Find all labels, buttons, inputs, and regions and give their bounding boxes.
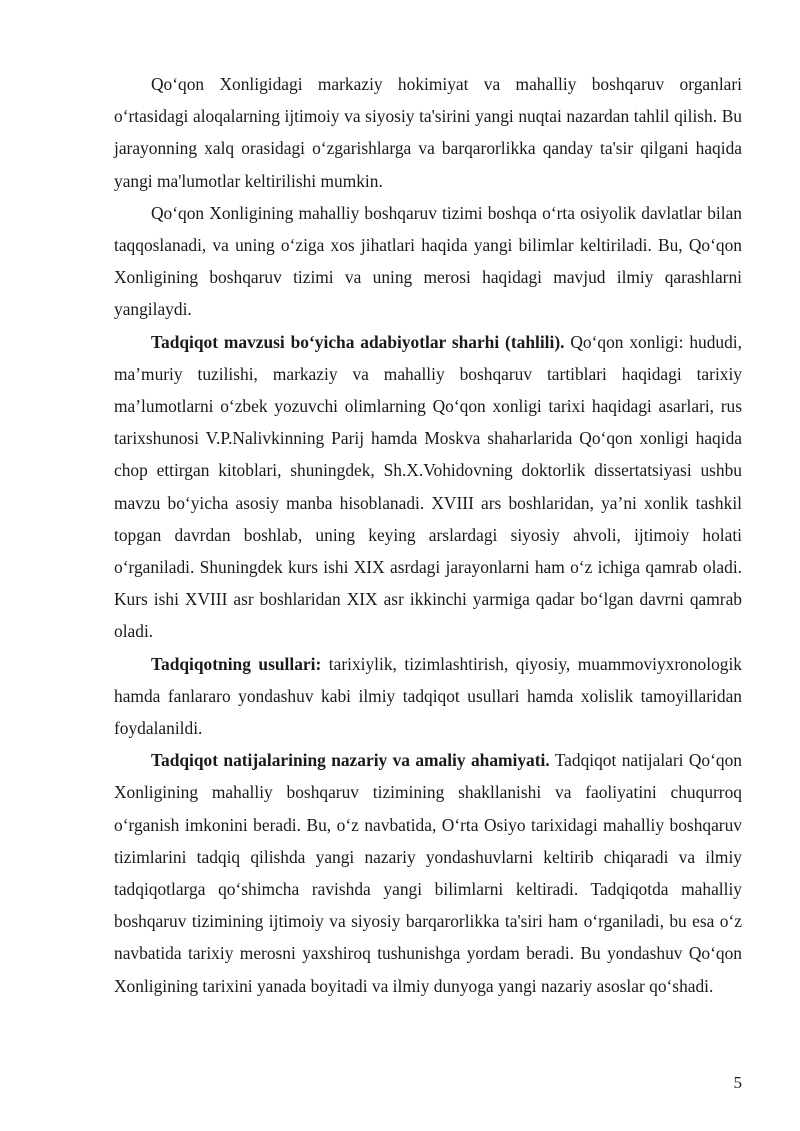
paragraph-2: [114, 197, 742, 326]
methods-text: tarixiylik, tizimlashtirish, qiyosiy, muammoviyxronologik hamda fanlararo yondashuv kabi ilmiy tadqiqot usullari hamda xolislik tamoyillaridan foydalanildi.: [114, 653, 742, 739]
paragraph-literature-review: [114, 326, 742, 648]
paragraph-1: [114, 68, 742, 197]
paragraph-2-text: Qo‘qon Xonligining mahalliy boshqaruv tizimi boshqa o‘rta osiyolik davlatlar bilan taqqoslanadi, va uning o‘ziga xos jihatlari haqida yangi bilimlar keltiriladi. Bu, Qo‘qon Xonligining boshqaruv tizimi va uning merosi haqidagi mavjud ilmiy qarashlarni yangilaydi.: [114, 202, 742, 320]
page-number: 5: [733, 1073, 742, 1092]
significance-text: Tadqiqot natijalari Qo‘qon Xonligining mahalliy boshqaruv tizimining shakllanishi va faoliyatini chuqurroq o‘rganish imkonini beradi. Bu, o‘z navbatida, O‘rta Osiyo tarixidagi mahalliy boshqaruv tizimlarini tadqiq qilishda yangi nazariy yondashuvlarni keltirib chiqaradi va ilmiy tadqiqotlarga qo‘shimcha ravishda yangi bilimlarni keltiradi. Tadqiqotda mahalliy boshqaruv tizimining ijtimoiy va siyosiy barqarorlikka ta'siri ham o‘rganiladi, bu esa o‘z navbatida tarixiy merosni yaxshiroq tushunishga yordam beradi. Bu yondashuv Qo‘qon Xonligining tarixini yanada boyitadi va ilmiy dunyoga yangi nazariy asoslar qo‘shadi.: [114, 750, 743, 996]
paragraph-1-text: Qo‘qon Xonligidagi markaziy hokimiyat va mahalliy boshqaruv organlari o‘rtasidagi aloqalarning ijtimoiy va siyosiy ta'sirini yangi nuqtai nazardan tahlil qilish. Bu jarayonning xalq orasidagi o‘zgarishlarga va barqarorlikka qanday ta'sir qilgani haqida yangi ma'lumotlar keltirilishi mumkin.: [114, 74, 742, 191]
significance-heading: Tadqiqot natijalarining nazariy va amaliy ahamiyati.: [151, 750, 550, 771]
literature-review-heading: Tadqiqot mavzusi bo‘yicha adabiyotlar sharhi (tahlili).: [151, 331, 565, 352]
literature-review-text: Qo‘qon xonligi: hududi, ma’muriy tuzilishi, markaziy va mahalliy boshqaruv tartiblari haqidagi tarixiy ma’lumotlarni o‘zbek yozuvchi olimlarning Qo‘qon xonligi tarixi haqidagi asarlari, rus tarixshunosi V.P.Nalivkinning Parij hamda Moskva shaharlarida Qo‘qon xonligi haqida chop ettirgan kitoblari, shuningdek, Sh.X.Vohidovning doktorlik dissertatsiyasi ushbu mavzu bo‘yicha asosiy manba hisoblanadi. XVIII ars boshlaridan, ya’ni xonlik tashkil topgan davrdan boshlab, uning keying arslardagi siyosiy ahvoli, ijtimoiy holati o‘rganiladi. Shuningdek kurs ishi XIX asrdagi jarayonlarni ham o‘z ichiga qamrab oladi. Kurs ishi XVIII asr boshlaridan XIX asr ikkinchi yarmiga qadar bo‘lgan davrni qamrab oladi.: [114, 331, 742, 642]
paragraph-methods: [114, 648, 742, 745]
paragraph-significance: [114, 744, 742, 1002]
methods-heading: Tadqiqotning usullari:: [151, 653, 322, 674]
